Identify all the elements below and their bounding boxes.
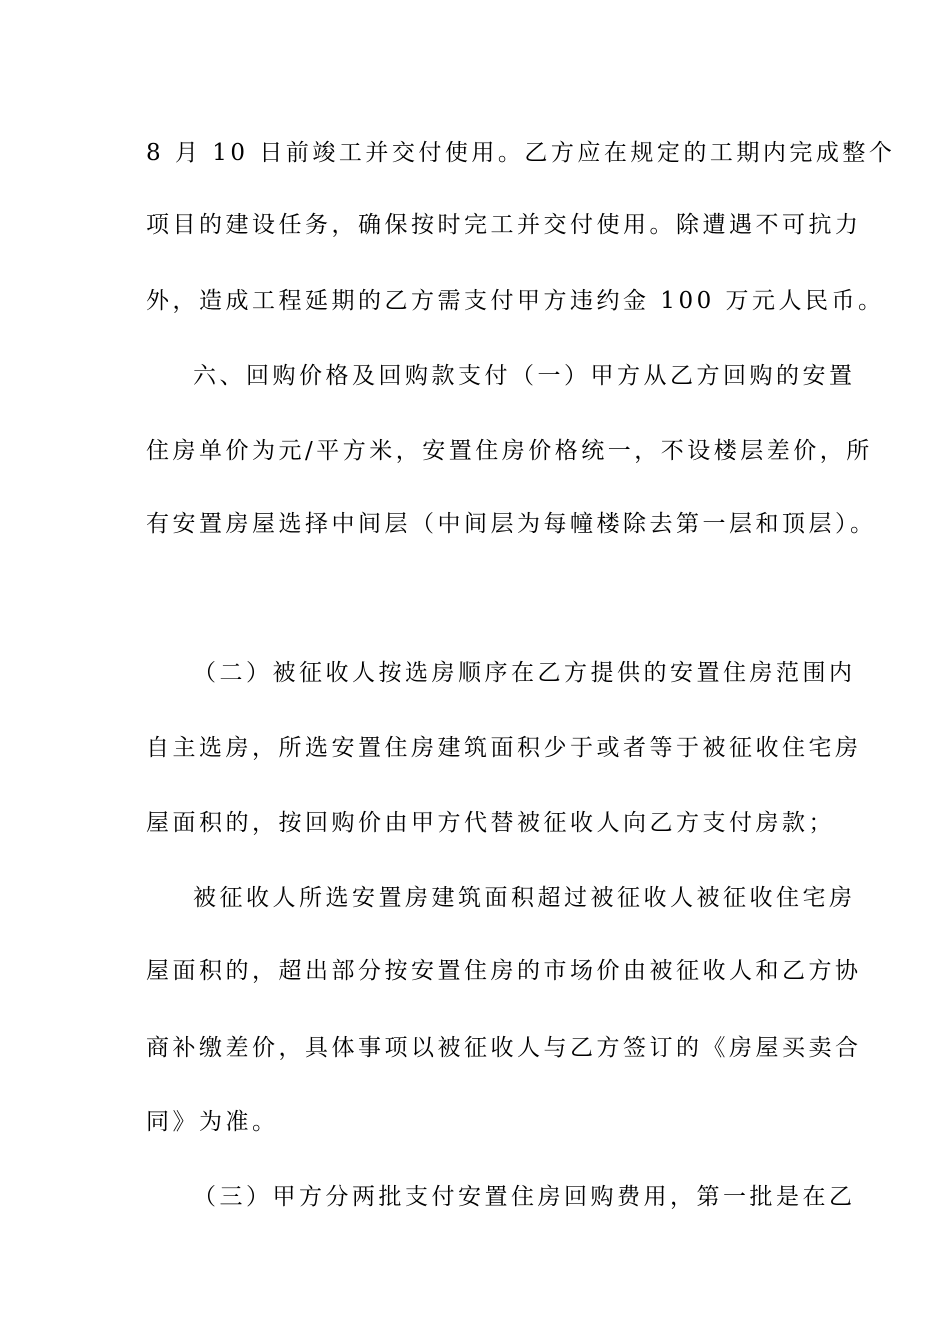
text-line: 外，造成工程延期的乙方需支付甲方违约金 100 万元人民币。 <box>146 288 885 314</box>
text-line: 商补缴差价，具体事项以被征收人与乙方签订的《房屋买卖合 <box>146 1035 862 1061</box>
text-line: 8 月 10 日前竣工并交付使用。乙方应在规定的工期内完成整个 <box>146 140 896 166</box>
text-line: 同》为准。 <box>146 1109 279 1135</box>
text-line: 屋面积的，超出部分按安置住房的市场价由被征收人和乙方协 <box>146 958 862 984</box>
text-line: 住房单价为元/平方米，安置住房价格统一，不设楼层差价，所 <box>146 438 873 464</box>
text-line: 项目的建设任务，确保按时完工并交付使用。除遭遇不可抗力 <box>146 212 862 238</box>
paragraph-start-line: （三）甲方分两批支付安置住房回购费用，第一批是在乙 <box>193 1184 856 1210</box>
text-line: 屋面积的，按回购价由甲方代替被征收人向乙方支付房款； <box>146 810 835 836</box>
text-line: 有安置房屋选择中间层（中间层为每幢楼除去第一层和顶层）。 <box>146 511 877 537</box>
paragraph-start-line: （二）被征收人按选房顺序在乙方提供的安置住房范围内 <box>193 660 856 686</box>
section-heading-line: 六、回购价格及回购款支付（一）甲方从乙方回购的安置 <box>193 363 856 389</box>
paragraph-start-line: 被征收人所选安置房建筑面积超过被征收人被征收住宅房 <box>193 885 856 911</box>
text-line: 自主选房，所选安置住房建筑面积少于或者等于被征收住宅房 <box>146 735 862 761</box>
